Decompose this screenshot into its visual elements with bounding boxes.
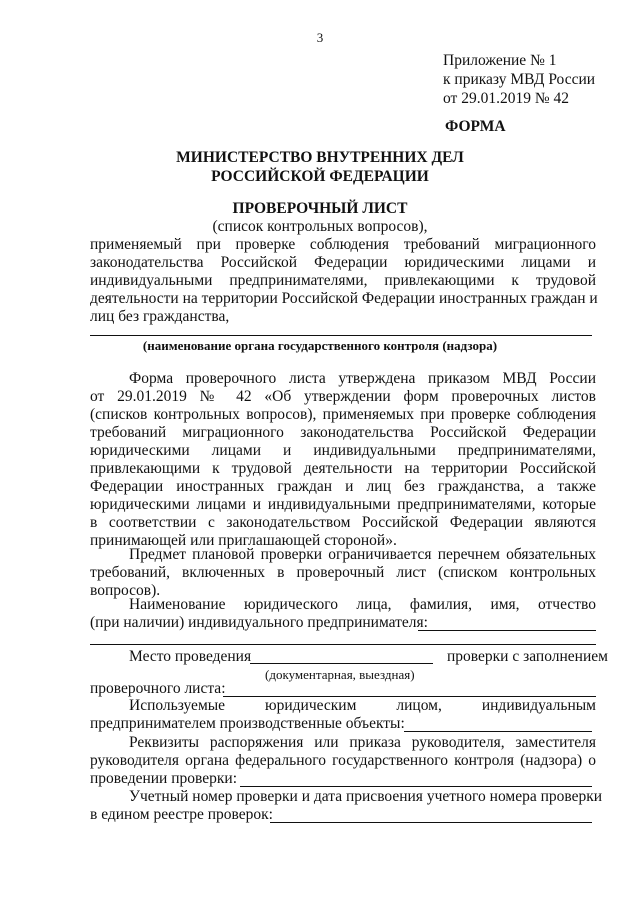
document-title: ПРОВЕРОЧНЫЙ ЛИСТ [232,200,408,217]
para1-line-2: от 29.01.2019 № 42 «Об утверждении форм проверочных листов [90,388,596,405]
page-number: 3 [316,30,324,45]
para2-line-1: Предмет плановой проверки ограничивается перечнем обязательных [129,546,596,563]
objects-line-1: Используемые юридическим лицом, индивидуальным [129,697,596,714]
ministry-line-2: РОССИЙСКОЙ ФЕДЕРАЦИИ [211,168,429,185]
para1-line-9: в соответствии с законодательством Российской Федерации являются [90,514,596,531]
intro-line-3: индивидуальными предпринимателями, привлекающими к трудовой [90,272,596,289]
para1-line-4: требований миграционного законодательства Российской Федерации [90,424,596,441]
production-objects-field[interactable] [404,731,592,732]
account-line-1: Учетный номер проверки и дата присвоения учетного номера проверки [129,788,603,805]
para1-line-3: (списков контрольных вопросов), применяемых при проверке соблюдения [90,406,596,423]
order-details-field[interactable] [240,786,592,787]
ministry-line-1: МИНИСТЕРСТВО ВНУТРЕННИХ ДЕЛ [176,149,464,166]
para1-line-1: Форма проверочного листа утверждена приказом МВД России [129,370,596,387]
para1-line-10: принимающей или приглашающей стороной». [90,532,397,549]
form-label: ФОРМА [445,118,506,135]
para1-line-6: привлекающими к трудовой деятельности на территории Российской [90,460,596,477]
entrepreneur-name-field-continued[interactable] [90,644,596,645]
account-number-field[interactable] [270,822,592,823]
para2-line-2: требований, включенных в проверочный лист (списком контрольных [90,564,596,581]
objects-line-2: предпринимателем производственные объекты: [90,715,405,732]
details-line-1: Реквизиты распоряжения или приказа руководителя, заместителя [129,734,596,751]
place-label: Место проведения [129,648,252,665]
para3-line-2: (при наличии) индивидуального предпринимателя: [90,614,428,631]
appendix-line-3: от 29.01.2019 № 42 [443,90,569,107]
para3-line-1: Наименование юридического лица, фамилия, имя, отчество [129,596,596,613]
place-continuation: проверочного листа: [90,680,226,697]
intro-line-4: деятельности на территории Российской Федерации иностранных граждан и [90,290,598,307]
place-field[interactable] [250,663,433,664]
place-suffix: проверки с заполнением [447,648,608,665]
details-line-2: руководителя органа федерального государственного контроля (надзора) о [90,752,596,769]
authority-caption: (наименование органа государственного контроля (надзора) [142,338,498,353]
intro-line-1: применяемый при проверке соблюдения требований миграционного [90,236,596,253]
intro-line-2: законодательства Российской Федерации юридическими лицами и [90,254,596,271]
appendix-line-1: Приложение № 1 [443,52,557,69]
details-line-3: проведении проверки: [90,770,238,787]
para1-line-5: юридическими лицами и индивидуальными предпринимателями, [90,442,596,459]
para1-line-7: Федерации иностранных граждан и лиц без гражданства, а также [90,478,596,495]
document-subtitle: (список контрольных вопросов), [212,218,428,235]
authority-name-line [90,335,592,336]
entrepreneur-name-field[interactable] [418,630,596,631]
para1-line-8: юридическими лицами и индивидуальными предпринимателями, которые [90,496,596,513]
place-caption: (документарная, выездная) [265,667,415,682]
account-line-2: в едином реестре проверок: [90,806,273,823]
intro-line-5: лиц без гражданства, [90,308,230,325]
appendix-line-2: к приказу МВД России [443,71,596,88]
para2-line-3: вопросов). [90,582,161,599]
